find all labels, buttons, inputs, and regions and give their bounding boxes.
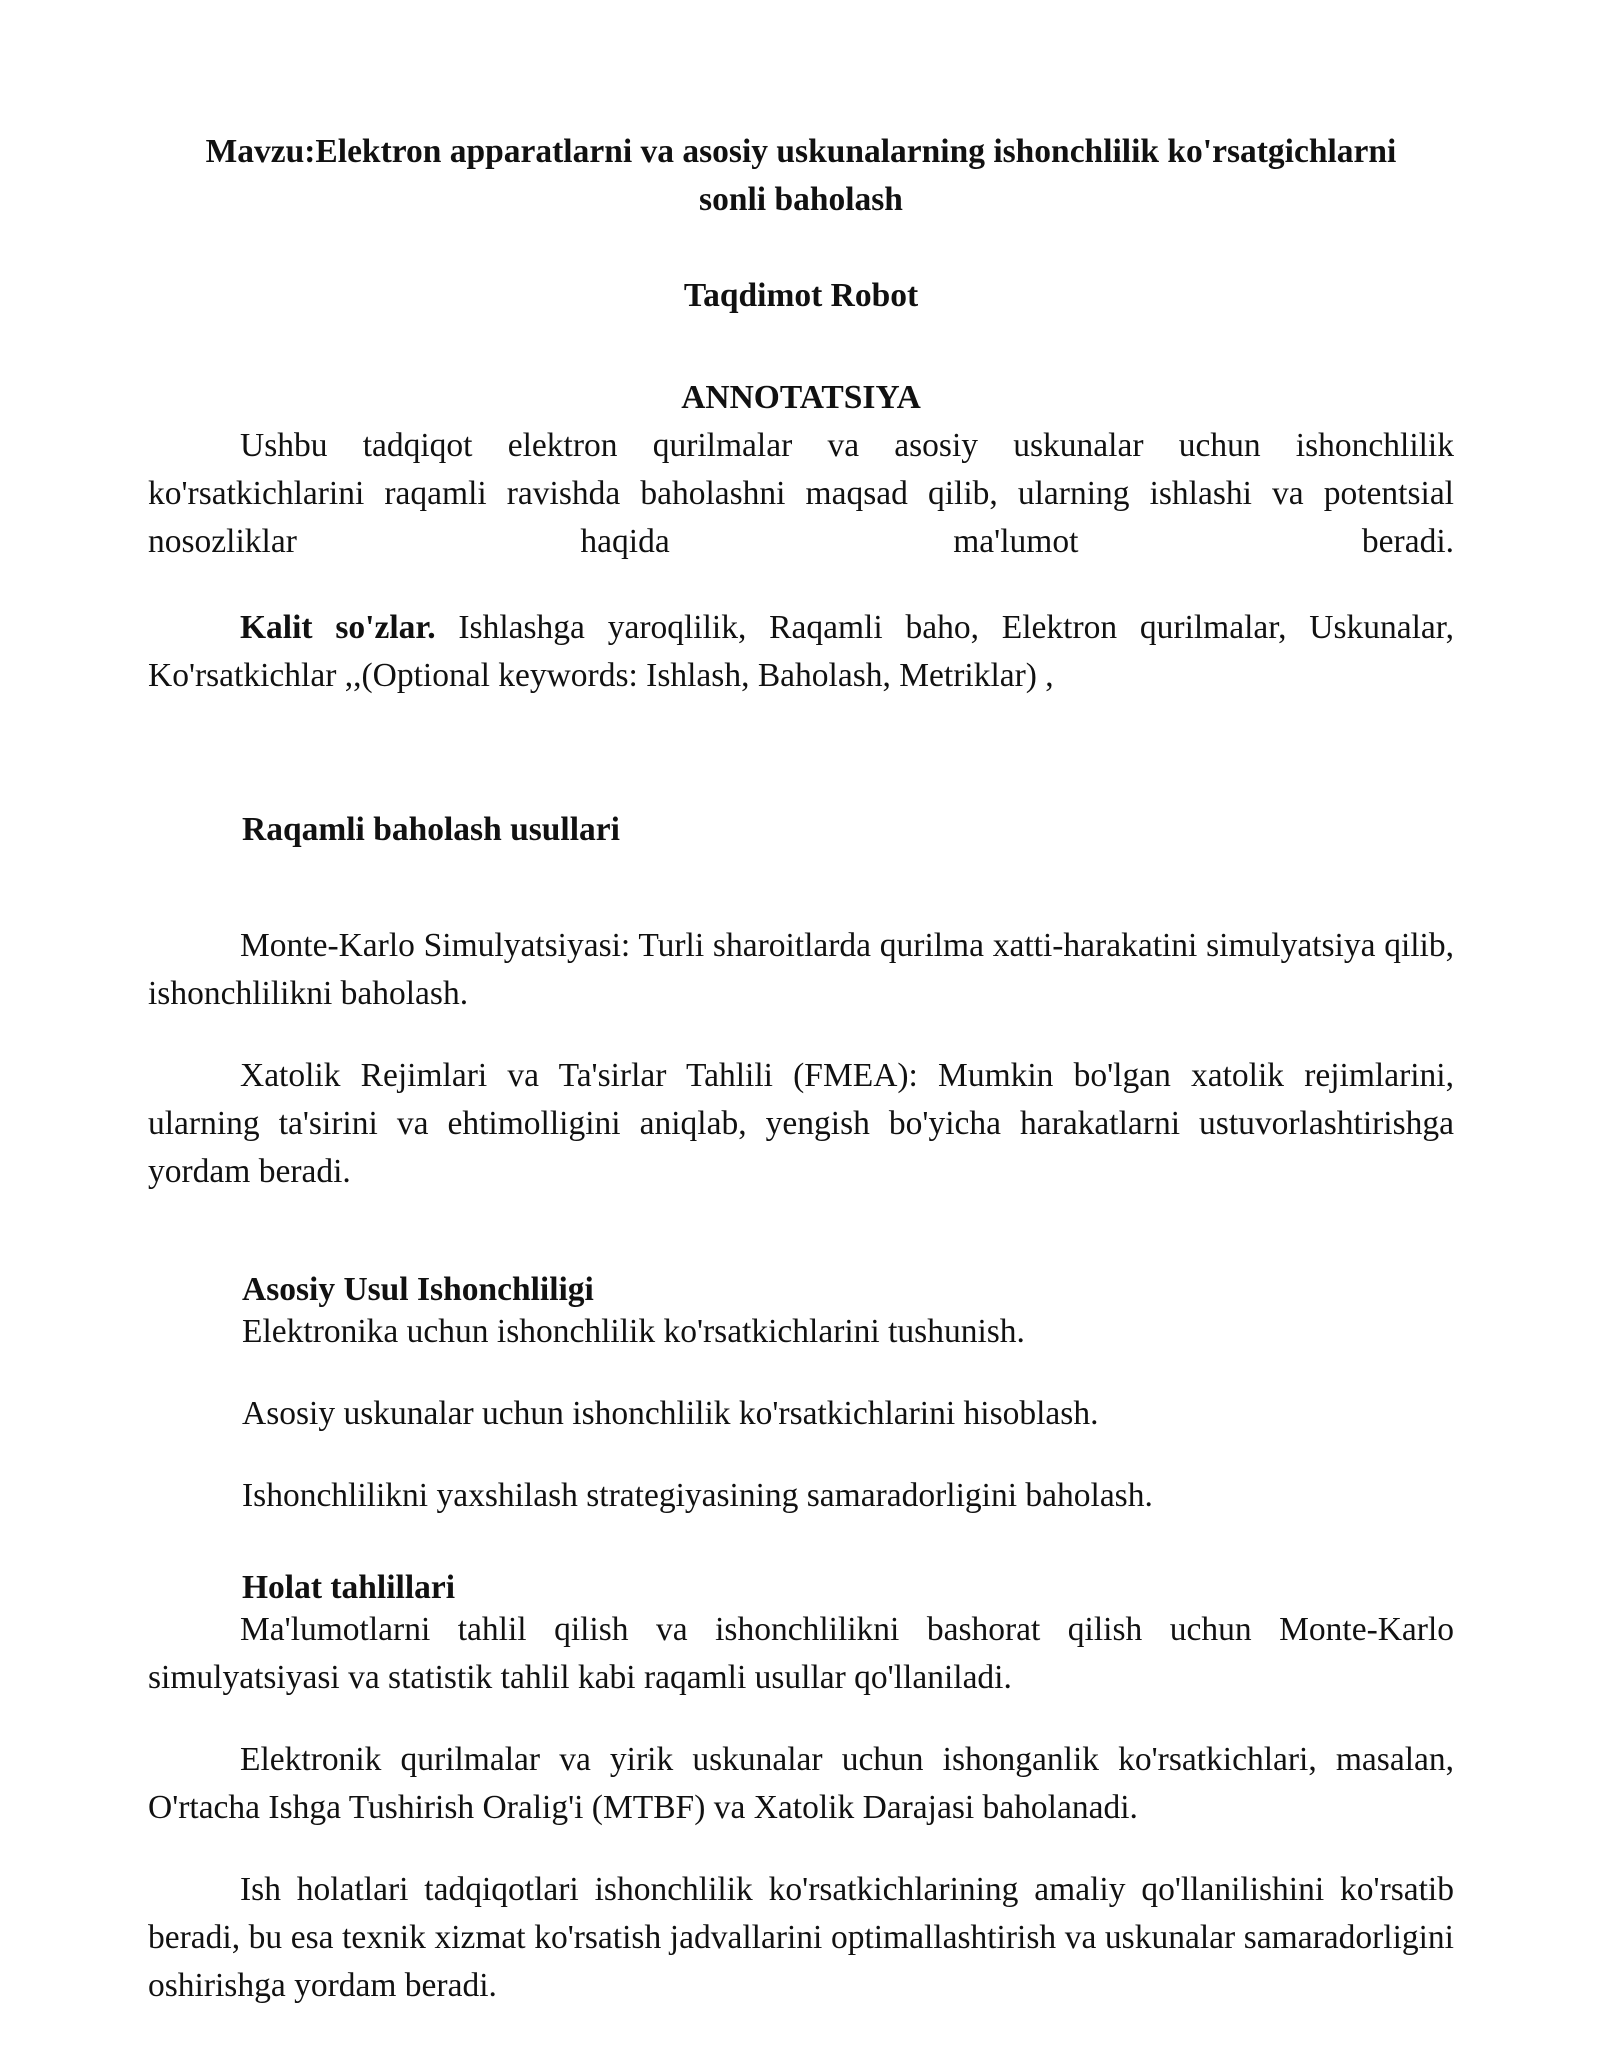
- paragraph-holat-2: Elektronik qurilmalar va yirik uskunalar uchun ishonganlik ko'rsatkichlari, masalan, O'rtacha Ishga Tushirish Oralig'i (MTBF) va Xatolik Darajasi baholanadi.: [148, 1741, 1454, 1826]
- annotation-line-3: nosozliklar haqida ma'lumot beradi.: [148, 523, 1454, 560]
- keywords-line-1: [148, 604, 1454, 652]
- list-item-2: Asosiy uskunalar uchun ishonchlilik ko'rsatkichlarini hisoblash.: [242, 1395, 1099, 1432]
- author-name: Taqdimot Robot: [683, 277, 919, 314]
- keywords-label: Kalit so'zlar.: [240, 609, 436, 646]
- document-title-line-2: sonli baholash: [699, 181, 903, 218]
- section-heading-raqamli: Raqamli baholash usullari: [242, 811, 620, 848]
- keywords-text: Ishlashga yaroqlilik, Raqamli baho, Elektron qurilmalar, Uskunalar,: [435, 609, 1454, 646]
- keywords-line-2: Ko'rsatkichlar ,,(Optional keywords: Ishlash, Baholash, Metriklar) ,: [148, 657, 1054, 694]
- annotation-line-1: Ushbu tadqiqot elektron qurilmalar va asosiy uskunalar uchun ishonchlilik: [240, 427, 1454, 464]
- annotation-line-2: ko'rsatkichlarini raqamli ravishda baholashni maqsad qilib, ularning ishlashi va potentsial: [148, 475, 1454, 512]
- list-item-1: Elektronika uchun ishonchlilik ko'rsatkichlarini tushunish.: [242, 1313, 1025, 1350]
- paragraph-holat-1: Ma'lumotlarni tahlil qilish va ishonchlilikni bashorat qilish uchun Monte-Karlo simulyatsiyasi va statistik tahlil kabi raqamli usullar qo'llaniladi.: [148, 1611, 1454, 1696]
- document-title-line-1: Mavzu:Elektron apparatlarni va asosiy uskunalarning ishonchlilik ko'rsatgichlarni: [205, 133, 1397, 170]
- section-heading-asosiy-usul: Asosiy Usul Ishonchliligi: [242, 1271, 594, 1308]
- annotation-heading: ANNOTATSIYA: [681, 379, 921, 416]
- paragraph-holat-3: Ish holatlari tadqiqotlari ishonchlilik ko'rsatkichlarining amaliy qo'llanilishini ko'rsatib beradi, bu esa texnik xizmat ko'rsatish jadvallarini optimallashtirish va uskunalar samaradorligini oshirishga yordam beradi.: [148, 1871, 1454, 2004]
- paragraph-monte-karlo: Monte-Karlo Simulyatsiyasi: Turli sharoitlarda qurilma xatti-harakatini simulyatsiya qilib, ishonchlilikni baholash.: [148, 927, 1454, 1012]
- paragraph-fmea: Xatolik Rejimlari va Ta'sirlar Tahlili (FMEA): Mumkin bo'lgan xatolik rejimlarini, ularning ta'sirini va ehtimolligini aniqlab, yengish bo'yicha harakatlarni ustuvorlashtirishga yordam beradi.: [148, 1057, 1454, 1190]
- list-item-3: Ishonchlilikni yaxshilash strategiyasining samaradorligini baholash.: [242, 1477, 1153, 1514]
- document-page: [148, 0, 1454, 2070]
- section-heading-holat: Holat tahlillari: [242, 1569, 456, 1606]
